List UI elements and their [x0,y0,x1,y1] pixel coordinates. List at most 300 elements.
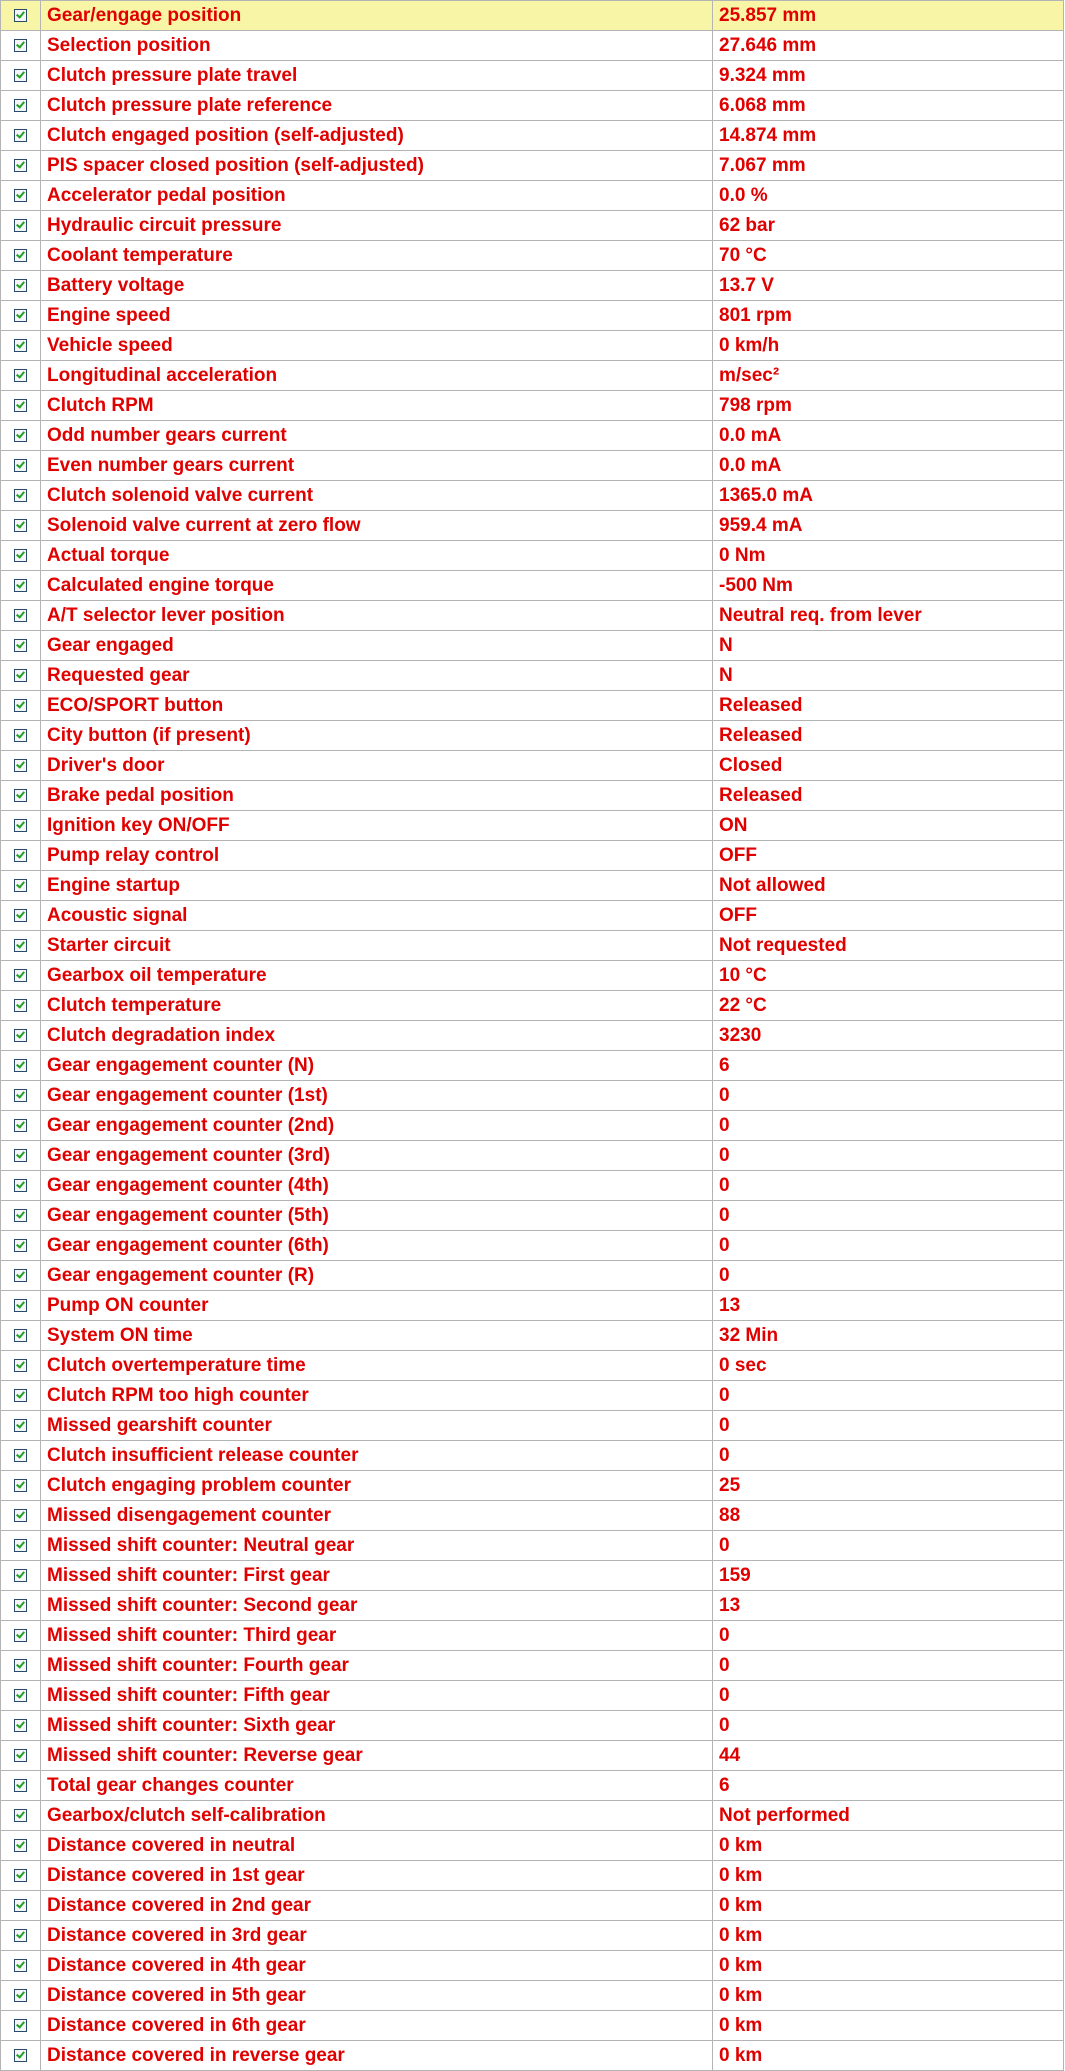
table-row[interactable] [1,661,1064,691]
table-row[interactable] [1,961,1064,991]
checkbox-checked-icon[interactable] [14,1359,27,1372]
checkbox-checked-icon[interactable] [14,669,27,682]
parameter-label: Missed shift counter: Second gear [41,1591,713,1621]
checkbox-cell [1,781,41,811]
parameter-value: 0 km [713,2041,1064,2071]
parameter-value: 13 [713,1591,1064,1621]
table-row[interactable] [1,1471,1064,1501]
parameter-label: Gear engagement counter (5th) [41,1201,713,1231]
parameter-label: Clutch degradation index [41,1021,713,1051]
table-row[interactable] [1,361,1064,391]
parameter-value: 0 km [713,1921,1064,1951]
checkbox-cell [1,931,41,961]
table-row[interactable] [1,2041,1064,2071]
parameter-value: 0 [713,1531,1064,1561]
checkbox-cell [1,661,41,691]
checkbox-checked-icon[interactable] [14,399,27,412]
parameter-label: Ignition key ON/OFF [41,811,713,841]
checkbox-cell [1,1291,41,1321]
parameter-label: Missed shift counter: Sixth gear [41,1711,713,1741]
checkbox-checked-icon[interactable] [14,1839,27,1852]
table-row[interactable] [1,391,1064,421]
parameter-label: Distance covered in 3rd gear [41,1921,713,1951]
checkbox-checked-icon[interactable] [14,939,27,952]
checkbox-checked-icon[interactable] [14,1509,27,1522]
checkbox-cell [1,1831,41,1861]
checkbox-cell [1,691,41,721]
table-row[interactable] [1,1441,1064,1471]
parameter-value: 0 [713,1621,1064,1651]
parameter-label: Missed shift counter: Neutral gear [41,1531,713,1561]
parameter-label: Hydraulic circuit pressure [41,211,713,241]
parameter-value: Not requested [713,931,1064,961]
checkbox-cell [1,31,41,61]
checkbox-cell [1,1531,41,1561]
checkbox-cell [1,1,41,31]
table-row[interactable] [1,931,1064,961]
table-row[interactable] [1,61,1064,91]
parameter-value: 0 [713,1111,1064,1141]
table-row[interactable] [1,1261,1064,1291]
checkbox-cell [1,361,41,391]
table-row[interactable] [1,301,1064,331]
parameter-label: Pump ON counter [41,1291,713,1321]
table-row[interactable] [1,1411,1064,1441]
parameter-label: Gear engagement counter (4th) [41,1171,713,1201]
table-row[interactable] [1,331,1064,361]
table-row[interactable] [1,601,1064,631]
table-row[interactable] [1,1111,1064,1141]
table-row[interactable] [1,1711,1064,1741]
checkbox-cell [1,1171,41,1201]
table-row[interactable] [1,691,1064,721]
parameter-label: Coolant temperature [41,241,713,271]
parameter-label: Missed disengagement counter [41,1501,713,1531]
checkbox-cell [1,1111,41,1141]
table-row[interactable] [1,1741,1064,1771]
parameter-value: 0 [713,1231,1064,1261]
checkbox-checked-icon[interactable] [14,1089,27,1102]
checkbox-checked-icon[interactable] [14,1239,27,1252]
table-row[interactable] [1,271,1064,301]
parameter-label: Battery voltage [41,271,713,301]
checkbox-cell [1,2041,41,2071]
checkbox-checked-icon[interactable] [14,1899,27,1912]
checkbox-cell [1,1381,41,1411]
parameter-label: Vehicle speed [41,331,713,361]
checkbox-checked-icon[interactable] [14,2049,27,2062]
checkbox-checked-icon[interactable] [14,849,27,862]
table-row[interactable] [1,571,1064,601]
checkbox-cell [1,331,41,361]
parameter-value: Released [713,721,1064,751]
parameter-value: N [713,631,1064,661]
checkbox-checked-icon[interactable] [14,459,27,472]
parameter-label: Clutch RPM too high counter [41,1381,713,1411]
checkbox-checked-icon[interactable] [14,1269,27,1282]
table-row[interactable] [1,1561,1064,1591]
parameter-label: Pump relay control [41,841,713,871]
parameter-label: Distance covered in 6th gear [41,2011,713,2041]
parameter-label: Gearbox/clutch self-calibration [41,1801,713,1831]
table-row[interactable] [1,811,1064,841]
parameter-label: Even number gears current [41,451,713,481]
checkbox-cell [1,1411,41,1441]
table-row[interactable] [1,1621,1064,1651]
checkbox-cell [1,1861,41,1891]
checkbox-checked-icon[interactable] [14,879,27,892]
checkbox-checked-icon[interactable] [14,639,27,652]
table-row[interactable] [1,541,1064,571]
checkbox-cell [1,1951,41,1981]
parameter-value: 0 [713,1441,1064,1471]
checkbox-cell [1,1981,41,2011]
parameter-value: 0 km [713,1981,1064,2011]
parameter-label: Clutch engaging problem counter [41,1471,713,1501]
checkbox-cell [1,1711,41,1741]
checkbox-cell [1,1561,41,1591]
checkbox-checked-icon[interactable] [14,279,27,292]
parameter-label: Distance covered in reverse gear [41,2041,713,2071]
parameter-value: 801 rpm [713,301,1064,331]
checkbox-checked-icon[interactable] [14,1749,27,1762]
table-row[interactable] [1,1291,1064,1321]
table-row[interactable] [1,1381,1064,1411]
parameter-value: Released [713,691,1064,721]
checkbox-checked-icon[interactable] [14,1029,27,1042]
parameter-label: ECO/SPORT button [41,691,713,721]
checkbox-checked-icon[interactable] [14,39,27,52]
checkbox-cell [1,151,41,181]
parameter-value: 959.4 mA [713,511,1064,541]
parameter-value: 0 km [713,1831,1064,1861]
parameter-value: 14.874 mm [713,121,1064,151]
checkbox-checked-icon[interactable] [14,1479,27,1492]
table-row[interactable] [1,1051,1064,1081]
checkbox-checked-icon[interactable] [14,1539,27,1552]
checkbox-checked-icon[interactable] [14,1389,27,1402]
checkbox-checked-icon[interactable] [14,1659,27,1672]
checkbox-cell [1,1681,41,1711]
checkbox-cell [1,1801,41,1831]
parameter-label: Gear engagement counter (3rd) [41,1141,713,1171]
parameter-value: 0 Nm [713,541,1064,571]
parameter-value: 25.857 mm [713,1,1064,31]
checkbox-cell [1,601,41,631]
checkbox-cell [1,481,41,511]
checkbox-checked-icon[interactable] [14,729,27,742]
checkbox-checked-icon[interactable] [14,1989,27,2002]
parameter-value: Not performed [713,1801,1064,1831]
table-row[interactable] [1,1651,1064,1681]
parameter-value: 0 km [713,1861,1064,1891]
parameter-label: Clutch pressure plate travel [41,61,713,91]
checkbox-cell [1,721,41,751]
parameter-value: 0 [713,1711,1064,1741]
table-row[interactable] [1,1951,1064,1981]
checkbox-cell [1,1141,41,1171]
parameter-value: 0 km [713,2011,1064,2041]
checkbox-checked-icon[interactable] [14,369,27,382]
checkbox-checked-icon[interactable] [14,219,27,232]
checkbox-checked-icon[interactable] [14,189,27,202]
table-row[interactable] [1,991,1064,1021]
parameter-label: A/T selector lever position [41,601,713,631]
table-row[interactable] [1,31,1064,61]
checkbox-checked-icon[interactable] [14,1719,27,1732]
parameter-value: 22 °C [713,991,1064,1021]
parameter-label: Gear engagement counter (1st) [41,1081,713,1111]
parameter-value: 6 [713,1051,1064,1081]
checkbox-checked-icon[interactable] [14,609,27,622]
parameter-value: 0 [713,1171,1064,1201]
table-row[interactable] [1,1591,1064,1621]
checkbox-checked-icon[interactable] [14,1959,27,1972]
checkbox-checked-icon[interactable] [14,99,27,112]
parameter-value: 32 Min [713,1321,1064,1351]
checkbox-cell [1,871,41,901]
parameter-label: Engine speed [41,301,713,331]
table-row[interactable] [1,1801,1064,1831]
parameter-label: Distance covered in 1st gear [41,1861,713,1891]
parameter-label: Distance covered in 5th gear [41,1981,713,2011]
checkbox-checked-icon[interactable] [14,1449,27,1462]
table-row[interactable] [1,451,1064,481]
parameter-label: Clutch RPM [41,391,713,421]
checkbox-checked-icon[interactable] [14,1059,27,1072]
parameter-value: 0 [713,1081,1064,1111]
parameter-label: Engine startup [41,871,713,901]
parameter-value: 10 °C [713,961,1064,991]
checkbox-cell [1,181,41,211]
parameter-value: 0 [713,1651,1064,1681]
parameter-label: Missed shift counter: First gear [41,1561,713,1591]
parameter-label: Solenoid valve current at zero flow [41,511,713,541]
parameter-label: Clutch insufficient release counter [41,1441,713,1471]
parameter-label: Missed shift counter: Reverse gear [41,1741,713,1771]
parameter-value: 6 [713,1771,1064,1801]
parameter-label: Total gear changes counter [41,1771,713,1801]
checkbox-checked-icon[interactable] [14,1569,27,1582]
parameter-label: Starter circuit [41,931,713,961]
table-row[interactable] [1,1531,1064,1561]
table-row[interactable] [1,1,1064,31]
checkbox-checked-icon[interactable] [14,129,27,142]
table-row[interactable] [1,871,1064,901]
checkbox-checked-icon[interactable] [14,69,27,82]
checkbox-checked-icon[interactable] [14,489,27,502]
parameter-value: N [713,661,1064,691]
parameter-label: Requested gear [41,661,713,691]
checkbox-checked-icon[interactable] [14,1179,27,1192]
parameter-label: Gear engagement counter (6th) [41,1231,713,1261]
table-row[interactable] [1,1171,1064,1201]
parameter-label: Brake pedal position [41,781,713,811]
parameter-table-body [1,1,1064,2071]
parameter-label: Driver's door [41,751,713,781]
checkbox-cell [1,991,41,1021]
parameter-label: Distance covered in 2nd gear [41,1891,713,1921]
parameter-value: 7.067 mm [713,151,1064,181]
table-row[interactable] [1,121,1064,151]
table-row[interactable] [1,481,1064,511]
table-row[interactable] [1,151,1064,181]
table-row[interactable] [1,421,1064,451]
checkbox-checked-icon[interactable] [14,1119,27,1132]
checkbox-cell [1,421,41,451]
table-row[interactable] [1,1831,1064,1861]
table-row[interactable] [1,751,1064,781]
checkbox-cell [1,1351,41,1381]
checkbox-checked-icon[interactable] [14,309,27,322]
parameter-label: PIS spacer closed position (self-adjusted) [41,151,713,181]
table-row[interactable] [1,181,1064,211]
checkbox-cell [1,1921,41,1951]
parameter-value: 0.0 mA [713,421,1064,451]
checkbox-checked-icon[interactable] [14,579,27,592]
table-row[interactable] [1,1501,1064,1531]
table-row[interactable] [1,1771,1064,1801]
checkbox-checked-icon[interactable] [14,1299,27,1312]
parameter-label: Acoustic signal [41,901,713,931]
checkbox-checked-icon[interactable] [14,1779,27,1792]
parameter-value: Not allowed [713,871,1064,901]
parameter-value: m/sec² [713,361,1064,391]
checkbox-cell [1,541,41,571]
checkbox-checked-icon[interactable] [14,1329,27,1342]
checkbox-cell [1,1621,41,1651]
parameter-value: 25 [713,1471,1064,1501]
checkbox-cell [1,961,41,991]
parameter-label: Calculated engine torque [41,571,713,601]
table-row[interactable] [1,211,1064,241]
table-row[interactable] [1,1081,1064,1111]
table-row[interactable] [1,1141,1064,1171]
parameter-value: ON [713,811,1064,841]
checkbox-checked-icon[interactable] [14,1689,27,1702]
table-row[interactable] [1,901,1064,931]
table-row[interactable] [1,841,1064,871]
checkbox-cell [1,2011,41,2041]
parameter-value: 798 rpm [713,391,1064,421]
checkbox-checked-icon[interactable] [14,819,27,832]
checkbox-cell [1,1771,41,1801]
parameter-label: Distance covered in neutral [41,1831,713,1861]
checkbox-checked-icon[interactable] [14,1929,27,1942]
parameter-label: Selection position [41,31,713,61]
parameter-label: Clutch overtemperature time [41,1351,713,1381]
table-row[interactable] [1,1231,1064,1261]
checkbox-cell [1,1651,41,1681]
parameter-label: Missed shift counter: Third gear [41,1621,713,1651]
table-row[interactable] [1,91,1064,121]
checkbox-checked-icon[interactable] [14,339,27,352]
checkbox-cell [1,841,41,871]
checkbox-checked-icon[interactable] [14,2019,27,2032]
checkbox-checked-icon[interactable] [14,1629,27,1642]
parameter-value: 13 [713,1291,1064,1321]
parameter-label: Longitudinal acceleration [41,361,713,391]
parameter-value: 6.068 mm [713,91,1064,121]
parameter-label: City button (if present) [41,721,713,751]
checkbox-cell [1,631,41,661]
table-row[interactable] [1,1891,1064,1921]
checkbox-checked-icon[interactable] [14,1869,27,1882]
table-row[interactable] [1,1861,1064,1891]
checkbox-checked-icon[interactable] [14,909,27,922]
checkbox-cell [1,1051,41,1081]
checkbox-checked-icon[interactable] [14,1209,27,1222]
checkbox-checked-icon[interactable] [14,159,27,172]
checkbox-checked-icon[interactable] [14,1419,27,1432]
table-row[interactable] [1,2011,1064,2041]
parameter-value: OFF [713,901,1064,931]
checkbox-checked-icon[interactable] [14,429,27,442]
parameter-value: 3230 [713,1021,1064,1051]
parameter-value: Closed [713,751,1064,781]
parameter-label: Clutch engaged position (self-adjusted) [41,121,713,151]
table-row[interactable] [1,1681,1064,1711]
parameter-value: 0.0 % [713,181,1064,211]
table-row[interactable] [1,1021,1064,1051]
checkbox-cell [1,1891,41,1921]
table-row[interactable] [1,1321,1064,1351]
parameter-value: Neutral req. from lever [713,601,1064,631]
table-row[interactable] [1,781,1064,811]
parameter-value: -500 Nm [713,571,1064,601]
checkbox-cell [1,301,41,331]
checkbox-checked-icon[interactable] [14,1149,27,1162]
checkbox-cell [1,901,41,931]
table-row[interactable] [1,721,1064,751]
checkbox-checked-icon[interactable] [14,249,27,262]
parameter-value: 62 bar [713,211,1064,241]
table-row[interactable] [1,1201,1064,1231]
table-row[interactable] [1,241,1064,271]
parameter-label: Clutch temperature [41,991,713,1021]
checkbox-cell [1,1741,41,1771]
checkbox-checked-icon[interactable] [14,759,27,772]
checkbox-checked-icon[interactable] [14,9,27,22]
parameter-value: 0 [713,1411,1064,1441]
checkbox-checked-icon[interactable] [14,519,27,532]
checkbox-checked-icon[interactable] [14,969,27,982]
table-row[interactable] [1,1921,1064,1951]
parameter-label: Gearbox oil temperature [41,961,713,991]
checkbox-checked-icon[interactable] [14,999,27,1012]
table-row[interactable] [1,1981,1064,2011]
parameter-value: 0 km [713,1891,1064,1921]
parameter-label: Clutch pressure plate reference [41,91,713,121]
parameter-value: 13.7 V [713,271,1064,301]
table-row[interactable] [1,631,1064,661]
checkbox-checked-icon[interactable] [14,789,27,802]
parameter-value: 44 [713,1741,1064,1771]
parameter-value: 0 [713,1261,1064,1291]
checkbox-checked-icon[interactable] [14,699,27,712]
table-row[interactable] [1,511,1064,541]
checkbox-cell [1,511,41,541]
checkbox-checked-icon[interactable] [14,549,27,562]
parameter-value: 0 [713,1141,1064,1171]
checkbox-cell [1,1081,41,1111]
checkbox-checked-icon[interactable] [14,1599,27,1612]
parameter-label: Odd number gears current [41,421,713,451]
parameter-label: Gear engaged [41,631,713,661]
table-row[interactable] [1,1351,1064,1381]
checkbox-cell [1,61,41,91]
checkbox-checked-icon[interactable] [14,1809,27,1822]
